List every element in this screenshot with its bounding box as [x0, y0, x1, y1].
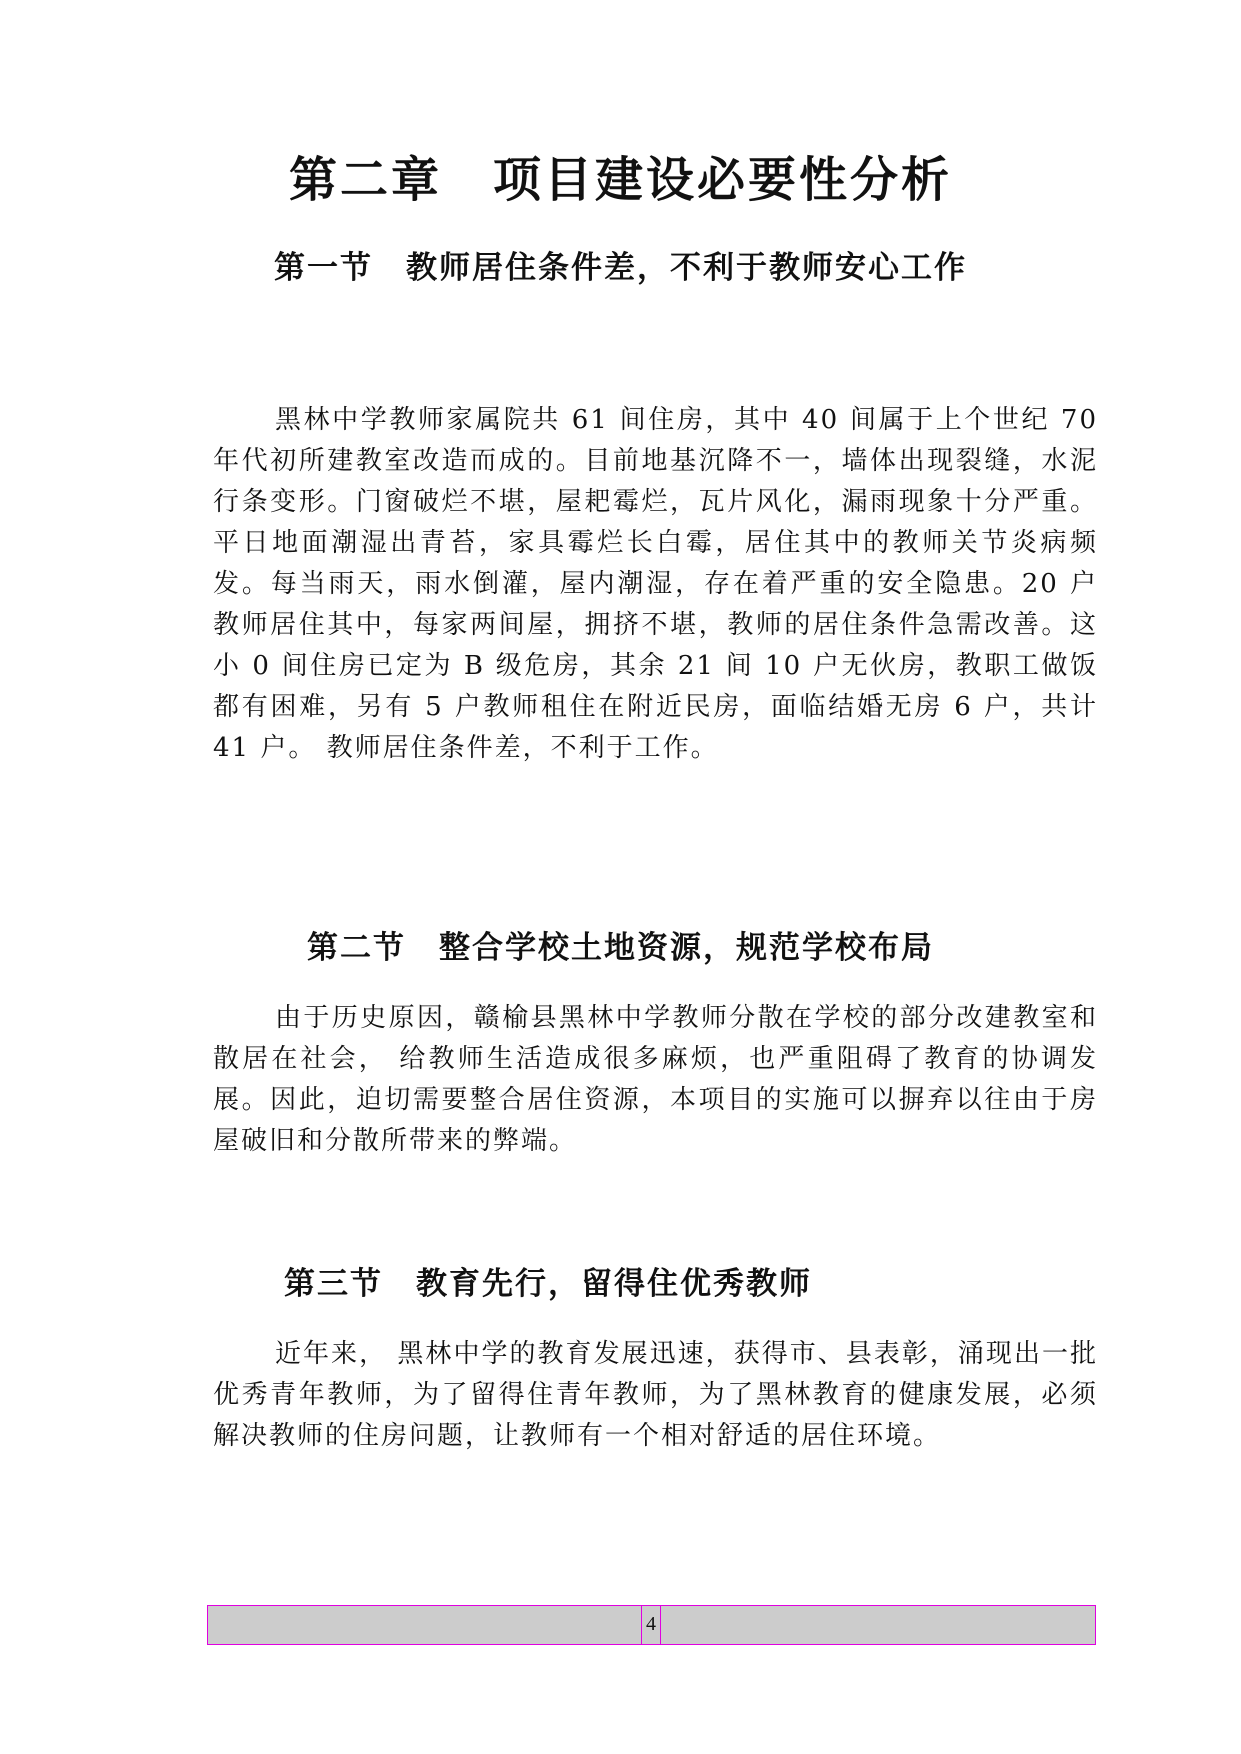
chapter-title: 第二章 项目建设必要性分析	[288, 152, 952, 208]
section-1-paragraph: 黑林中学教师家属院共 61 间住房，其中 40 间属于上个世纪 70 年代初所建教室改造而成的。目前地基沉降不一，墙体出现裂缝，水泥行条变形。门窗破烂不堪，屋耙霉烂，瓦片风化，漏雨现象十分严重。平日地面潮湿出青苔，家具霉烂长白霉，居住其中的教师关节炎病频发。每当雨天，雨水倒灌，屋内潮湿，存在着严重的安全隐患。20 户教师居住其中，每家两间屋，拥挤不堪，教师的居住条件急需改善。这小 0 间住房已定为 B 级危房，其余 21 间 10 户无伙房，教职工做饭都有困难，另有 5 户教师租住在附近民房，面临结婚无房 6 户，共计 41 户。 教师居住条件差，不利于工作。	[213, 405, 1098, 763]
section-2-title: 第二节 整合学校土地资源，规范学校布局	[307, 930, 934, 966]
section-1-title: 第一节 教师居住条件差，不利于教师安心工作	[274, 250, 967, 286]
section-3-title: 第三节 教育先行，留得住优秀教师	[284, 1266, 812, 1302]
section-3-paragraph: 近年来， 黑林中学的教育发展迅速，获得市、县表彰，涌现出一批优秀青年教师，为了留得住青年教师，为了黑林教育的健康发展，必须解决教师的住房问题，让教师有一个相对舒适的居住环境。	[213, 1339, 1098, 1451]
page-number: 4	[641, 1605, 661, 1645]
section-2-paragraph: 由于历史原因，赣榆县黑林中学教师分散在学校的部分改建教室和散居在社会， 给教师生活造成很多麻烦，也严重阻碍了教育的协调发展。因此，迫切需要整合居住资源，本项目的实施可以摒弃以往由于房屋破旧和分散所带来的弊端。	[213, 1003, 1098, 1156]
